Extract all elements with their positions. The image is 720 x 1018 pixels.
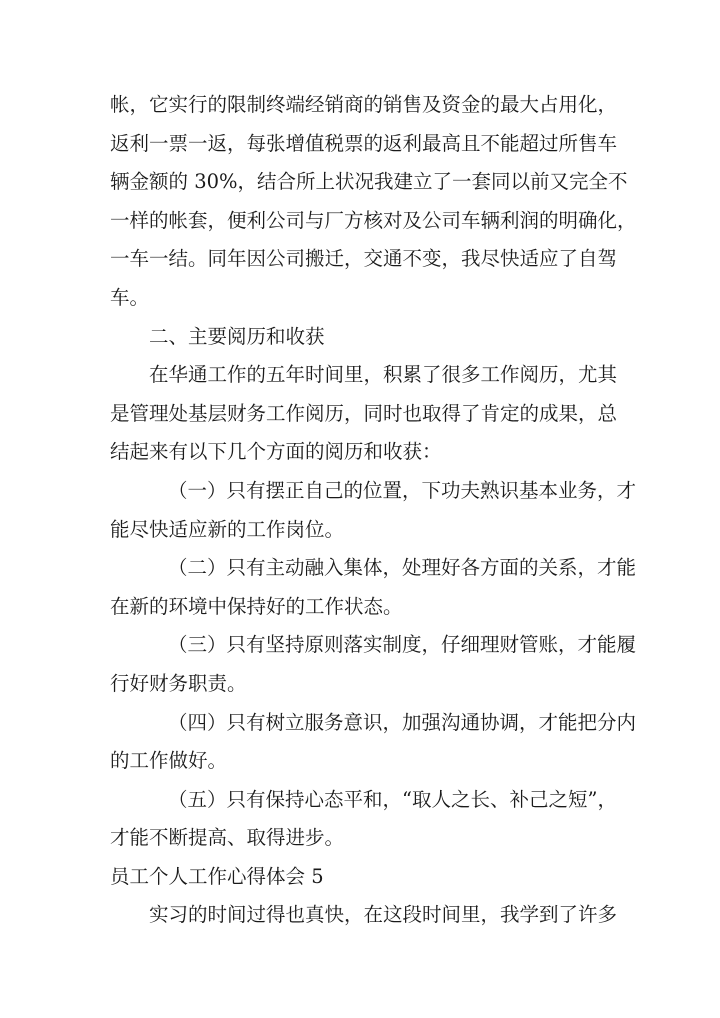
paragraph-line: 一车一结。同年因公司搬迁，交通不变，我尽快适应了自驾 (110, 247, 618, 271)
list-item-line: （五）只有保持心态平和，“取人之长、补己之短”， (168, 787, 617, 811)
paragraph-line: 实习的时间过得也真快，在这段时间里，我学到了许多 (149, 903, 618, 927)
list-item-line: （一）只有摆正自己的位置，下功夫熟识基本业务，才 (168, 478, 637, 502)
document-title: 员工个人工作心得体会 5 (110, 864, 324, 888)
paragraph-line: 一样的帐套，便利公司与厂方核对及公司车辆利润的明确化， (110, 208, 637, 232)
paragraph-line: 车。 (110, 285, 150, 309)
paragraph-line: 帐，它实行的限制终端经销商的销售及资金的最大占用化， (110, 93, 618, 116)
paragraph-line: 是管理处基层财务工作阅历，同时也取得了肯定的成果，总 (110, 401, 618, 425)
list-item-line: 在新的环境中保持好的工作状态。 (110, 594, 403, 618)
list-item-line: 才能不断提高、取得进步。 (110, 826, 345, 850)
paragraph-line: 辆金额的 30%，结合所上状况我建立了一套同以前又完全不 (110, 170, 628, 194)
paragraph-line: 在华通工作的五年时间里，积累了很多工作阅历，尤其 (149, 363, 618, 387)
document-page (110, 86, 637, 935)
list-item-line: （二）只有主动融入集体，处理好各方面的关系，才能 (168, 556, 637, 580)
paragraph-line: 结起来有以下几个方面的阅历和收获： (110, 440, 442, 464)
list-item-line: （三）只有坚持原则落实制度，仔细理财管账，才能履 (168, 633, 637, 657)
paragraph-line: 返利一票一返，每张增值税票的返利最高且不能超过所售车 (110, 131, 618, 155)
list-item-line: 的工作做好。 (110, 749, 228, 773)
list-item-line: 能尽快适应新的工作岗位。 (110, 517, 345, 541)
section-heading: 二、主要阅历和收获 (149, 324, 325, 348)
list-item-line: （四）只有树立服务意识，加强沟通协调，才能把分内 (168, 710, 637, 734)
list-item-line: 行好财务职责。 (110, 671, 247, 695)
